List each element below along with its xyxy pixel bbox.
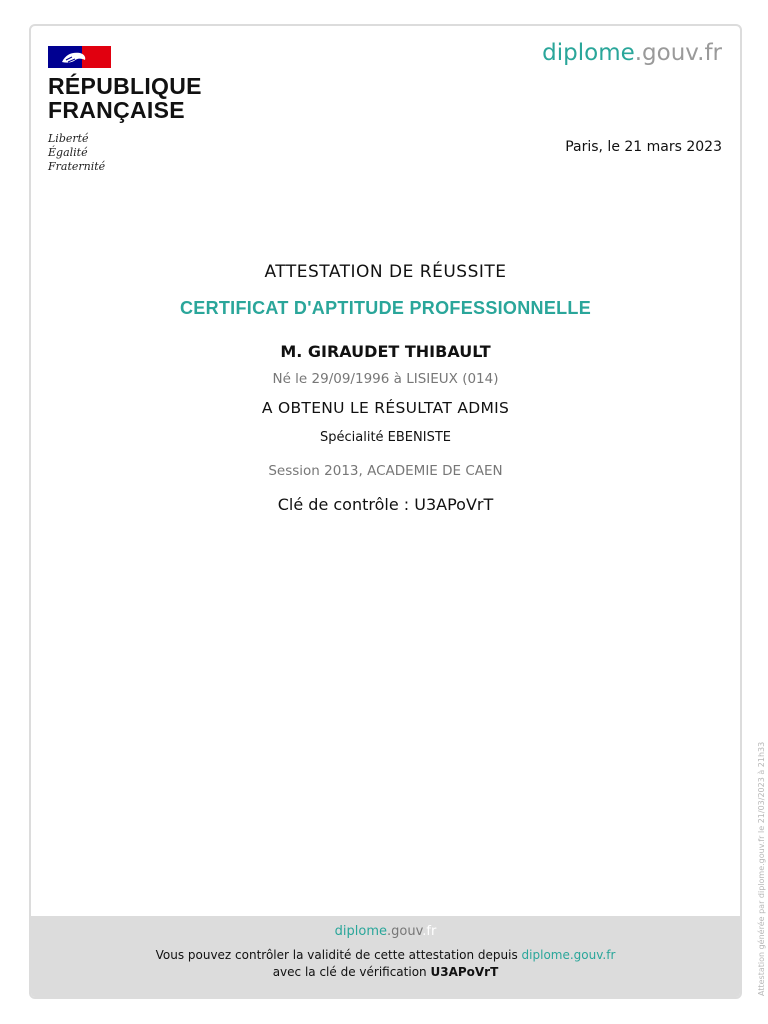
diplome-gouv-logo: diplome.gouv.fr bbox=[542, 40, 722, 66]
republique-francaise-logo bbox=[48, 46, 202, 174]
verification-footer bbox=[31, 916, 740, 997]
verification-instructions: Vous pouvez contrôler la validité de cette attestation depuis diplome.gouv.fr bbox=[155, 948, 616, 962]
issue-date: Paris, le 21 mars 2023 bbox=[565, 139, 722, 155]
holder-name: M. GIRAUDET THIBAULT bbox=[280, 342, 491, 361]
marianne-flag-icon bbox=[48, 46, 111, 68]
verification-key-line: avec la clé de vérification U3APoVrT bbox=[272, 965, 499, 979]
attestation-title: ATTESTATION DE RÉUSSITE bbox=[264, 262, 507, 282]
specialty: Spécialité EBENISTE bbox=[320, 430, 451, 445]
result-statement: A OBTENU LE RÉSULTAT ADMIS bbox=[261, 399, 510, 417]
control-key: Clé de contrôle : U3APoVrT bbox=[277, 495, 494, 514]
footer-logo: diplome.gouv.fr bbox=[334, 924, 437, 939]
republique-francaise-name: RÉPUBLIQUE FRANÇAISE bbox=[48, 73, 202, 123]
session-info: Session 2013, ACADEMIE DE CAEN bbox=[268, 463, 503, 479]
diploma-name: CERTIFICAT D'APTITUDE PROFESSIONNELLE bbox=[179, 298, 592, 318]
birth-info: Né le 29/09/1996 à LISIEUX (014) bbox=[272, 371, 499, 387]
generation-note: Attestation générée par diplome.gouv.fr le 21/03/2023 à 21h33 bbox=[757, 741, 766, 996]
republic-motto: Liberté Égalité Fraternité bbox=[48, 132, 106, 173]
attestation-card bbox=[29, 24, 742, 999]
verification-key: U3APoVrT bbox=[430, 965, 499, 979]
verification-link[interactable]: diplome.gouv.fr bbox=[521, 948, 616, 962]
